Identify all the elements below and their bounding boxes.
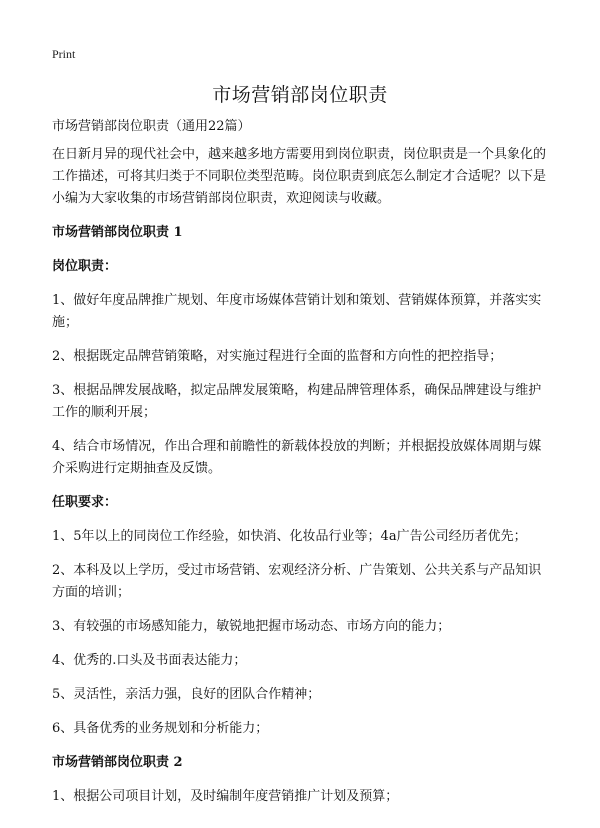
print-link[interactable]: Print xyxy=(52,47,76,61)
duty-item: 2、根据既定品牌营销策略，对实施过程进行全面的监督和方向性的把控指导； xyxy=(52,349,503,364)
intro-paragraph: 在日新月异的现代社会中，越来越多地方需要用到岗位职责，岗位职责是一个具象化的工作描述，可将其归类于不同职位类型范畴。岗位职责到底怎么制定才合适呢？以下是小编为大家收集的市场营销部岗位职责，欢迎阅读与收藏。 xyxy=(52,147,547,206)
requirement-item: 6、具备优秀的业务规划和分析能力； xyxy=(52,721,269,736)
section-2-heading: 市场营销部岗位职责 2 xyxy=(52,755,183,770)
requirement-item: 2、本科及以上学历，受过市场营销、宏观经济分析、广告策划、公共关系与产品知识方面的培训； xyxy=(52,563,542,600)
duties-heading: 岗位职责： xyxy=(52,259,118,274)
requirement-item: 4、优秀的.口头及书面表达能力； xyxy=(52,653,247,668)
page-title: 市场营销部岗位职责 xyxy=(212,84,388,106)
duty-item: 3、根据品牌发展战略，拟定品牌发展策略，构建品牌管理体系，确保品牌建设与维护工作的顺利开展； xyxy=(52,383,542,420)
document-subtitle: 市场营销部岗位职责（通用22篇） xyxy=(52,119,251,134)
requirement-item: 1、5年以上的同岗位工作经验，如快消、化妆品行业等；4a广告公司经历者优先； xyxy=(52,529,527,544)
section-1-heading: 市场营销部岗位职责 1 xyxy=(52,225,183,240)
requirement-item: 3、有较强的市场感知能力，敏锐地把握市场动态、市场方向的能力； xyxy=(52,619,451,634)
document-body xyxy=(52,116,552,820)
duty-item: 1、做好年度品牌推广规划、年度市场媒体营销计划和策划、营销媒体预算，并落实实施； xyxy=(52,293,542,330)
duty-item: 4、结合市场情况，作出合理和前瞻性的新载体投放的判断；并根据投放媒体周期与媒介采购进行定期抽查及反馈。 xyxy=(52,439,542,476)
section-2-item: 1、根据公司项目计划，及时编制年度营销推广计划及预算； xyxy=(52,789,399,804)
requirement-item: 5、灵活性，亲活力强，良好的团队合作精神； xyxy=(52,687,321,702)
requirements-heading: 任职要求： xyxy=(52,495,118,510)
